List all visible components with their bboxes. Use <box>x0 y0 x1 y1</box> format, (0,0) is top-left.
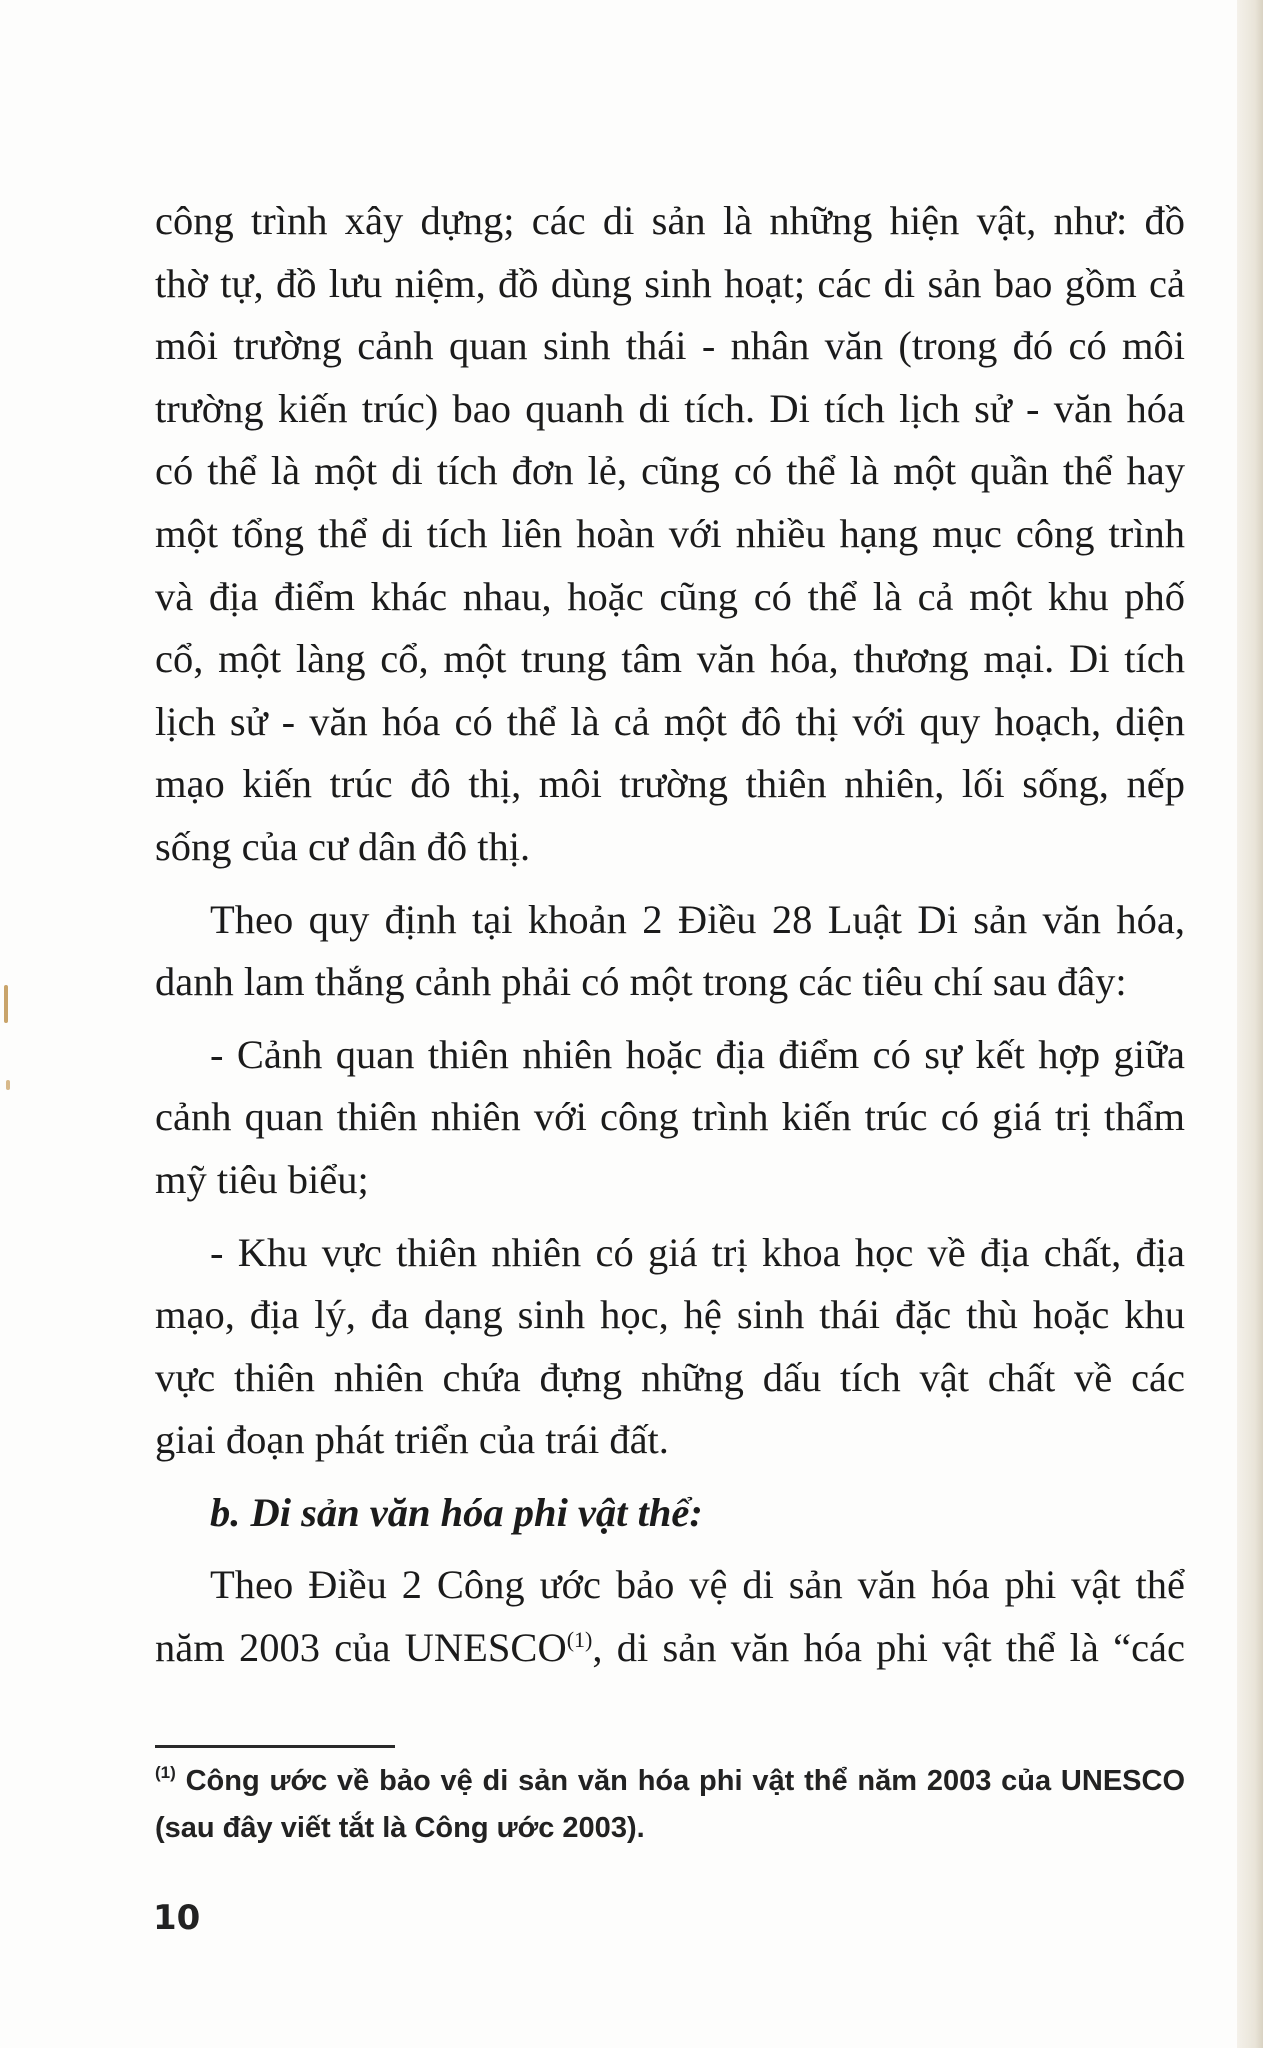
text-fragment: , di sản văn hóa phi vật thể là “các <box>592 1625 1186 1671</box>
text-line: - Cảnh quan thiên nhiên hoặc địa điểm có sự kết hợp giữa <box>210 1031 1185 1077</box>
text-line: danh lam thắng cảnh phải có một trong các tiêu chí sau đây: <box>155 959 1127 1005</box>
text-line: lịch sử - văn hóa có thể là cả một đô thị với quy hoạch, diện <box>155 698 1185 744</box>
text-line: có thể là một di tích đơn lẻ, cũng có thể là một quần thể hay <box>155 448 1185 494</box>
text-line: Theo quy định tại khoản 2 Điều 28 Luật Di sản văn hóa, <box>210 896 1185 942</box>
text-line: mạo, địa lý, đa dạng sinh học, hệ sinh thái đặc thù hoặc khu <box>155 1292 1185 1338</box>
page-number: 10 <box>153 1898 201 1938</box>
body-text <box>155 190 1185 1680</box>
text-line <box>155 1617 1185 1680</box>
text-line: vực thiên nhiên chứa đựng những dấu tích vật chất về các <box>155 1354 1185 1400</box>
text-line: mỹ tiêu biểu; <box>155 1156 369 1202</box>
text-line: giai đoạn phát triển của trái đất. <box>155 1417 669 1463</box>
footnote-text: Công ước về bảo vệ di sản văn hóa phi vật thể năm 2003 của UNESCO <box>175 1765 1185 1797</box>
page-edge-shadow <box>1237 0 1263 2048</box>
footnote-line <box>155 1758 1185 1805</box>
footnote-separator <box>155 1745 395 1748</box>
text-line: thờ tự, đồ lưu niệm, đồ dùng sinh hoạt; các di sản bao gồm cả <box>155 260 1185 306</box>
footnote-line: (sau đây viết tắt là Công ước 2003). <box>155 1812 645 1844</box>
text-line: cảnh quan thiên nhiên với công trình kiến trúc có giá trị thẩm <box>155 1094 1185 1140</box>
text-line: và địa điểm khác nhau, hoặc cũng có thể là cả một khu phố <box>155 573 1185 619</box>
text-line: công trình xây dựng; các di sản là những hiện vật, như: đồ <box>155 198 1185 243</box>
text-fragment: năm 2003 của UNESCO <box>155 1625 567 1671</box>
section-heading: b. Di sản văn hóa phi vật thể: <box>210 1489 703 1535</box>
text-line: mạo kiến trúc đô thị, môi trường thiên nhiên, lối sống, nếp <box>155 761 1185 807</box>
margin-mark <box>6 1080 10 1090</box>
text-line: Theo Điều 2 Công ước bảo vệ di sản văn hóa phi vật thể <box>210 1562 1185 1608</box>
footnote-marker: (1) <box>155 1763 176 1782</box>
text-line: trường kiến trúc) bao quanh di tích. Di tích lịch sử - văn hóa <box>155 385 1185 431</box>
footnote <box>155 1758 1185 1852</box>
text-line: - Khu vực thiên nhiên có giá trị khoa học về địa chất, địa <box>210 1229 1185 1275</box>
footnote-reference: (1) <box>566 1627 593 1653</box>
text-line: cổ, một làng cổ, một trung tâm văn hóa, thương mại. Di tích <box>155 636 1185 682</box>
margin-mark <box>4 985 8 1023</box>
text-line: sống của cư dân đô thị. <box>155 823 531 869</box>
text-line: môi trường cảnh quan sinh thái - nhân văn (trong đó có môi <box>155 323 1185 369</box>
text-line: một tổng thể di tích liên hoàn với nhiều hạng mục công trình <box>155 510 1185 556</box>
